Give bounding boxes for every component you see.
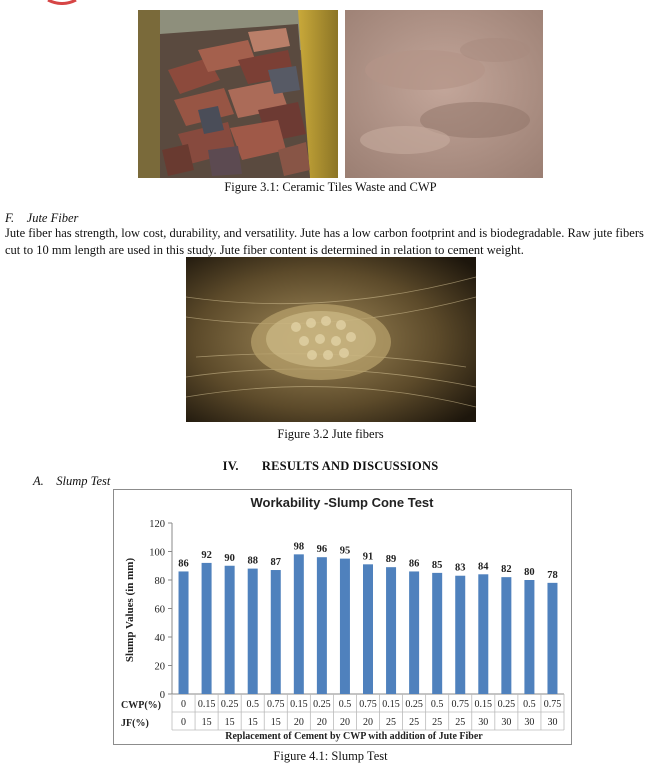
chart-bar [478,574,488,694]
chart-category-jf-label: 15 [201,717,212,728]
chart-category-jf-label: 30 [547,717,558,728]
chart-category-jf-label: 0 [181,717,187,728]
chart-data-label: 84 [478,561,489,573]
slump-test-chart [113,489,572,745]
section-a-heading: A. Slump Test [33,474,111,488]
chart-row-label-jf: JF(%) [121,718,149,729]
chart-data-label: 78 [547,569,558,581]
chart-category-cwp-label: 0.5 [338,699,352,710]
chart-data-label: 95 [339,545,351,557]
chart-category-jf-label: 20 [339,717,350,728]
chart-row-label-cwp: CWP(%) [121,700,161,711]
chart-category-jf-label: 25 [432,717,443,728]
chart-y-tick-label: 20 [154,661,165,673]
chart-bar [202,563,212,694]
chart-y-tick-label: 60 [154,604,165,616]
figure-3-1-caption: Figure 3.1: Ceramic Tiles Waste and CWP [224,180,437,194]
section-iv-heading: IV. RESULTS AND DISCUSSIONS [222,459,439,473]
chart-data-label: 80 [524,567,535,578]
chart-category-jf-label: 20 [293,717,304,728]
chart-category-jf-label: 15 [224,717,235,728]
chart-data-label: 92 [201,549,212,561]
chart-category-cwp-label: 0.5 [523,699,536,710]
chart-bar [225,566,235,694]
chart-bar [179,571,189,694]
chart-category-cwp-label: 0.75 [359,699,377,710]
chart-data-label: 98 [293,541,305,553]
chart-data-label: 91 [362,551,374,563]
chart-category-cwp-label: 0.75 [451,699,469,710]
chart-data-label: 86 [408,558,420,570]
chart-title: Workability -Slump Cone Test [250,495,434,510]
chart-y-tick-label: 100 [149,547,165,559]
chart-category-cwp-label: 0.5 [430,699,444,710]
chart-data-label: 88 [247,555,258,567]
chart-data-label: 96 [316,544,328,556]
chart-y-tick-label: 40 [154,633,165,644]
figure-4-1-caption: Figure 4.1: Slump Test [273,749,388,763]
chart-data-label: 87 [270,557,282,569]
chart-category-cwp-label: 0.75 [267,699,285,710]
chart-category-jf-label: 15 [270,717,281,728]
chart-bar [432,573,442,694]
chart-category-jf-label: 20 [316,717,327,728]
chart-category-cwp-label: 0.75 [543,699,562,710]
section-f-heading: F. Jute Fiber [5,211,79,225]
chart-category-cwp-label: 0.25 [497,699,516,710]
chart-bar [271,570,281,694]
slump-test-chart-svg [114,490,571,744]
ceramic-tiles-waste-photo [138,10,338,178]
chart-bar [409,571,419,694]
chart-category-cwp-label: 0.25 [313,699,331,710]
chart-category-cwp-label: 0.15 [197,699,216,710]
chart-category-cwp-label: 0.15 [474,699,493,710]
chart-category-jf-label: 30 [478,717,489,728]
jute-fibers-photo [186,257,476,422]
logo-fragment [18,0,100,5]
chart-bar [317,557,327,694]
chart-category-jf-label: 30 [501,717,512,728]
chart-bar [524,580,534,694]
chart-bar [340,559,350,694]
chart-data-label: 83 [454,562,466,574]
chart-data-label: 85 [431,559,443,571]
chart-category-cwp-label: 0.25 [405,699,423,710]
chart-category-cwp-label: 0.15 [290,699,308,710]
chart-category-jf-label: 25 [455,717,466,728]
chart-bar [501,577,511,694]
chart-category-jf-label: 25 [386,717,397,728]
chart-bar [363,564,373,694]
chart-category-cwp-label: 0.25 [220,699,239,710]
chart-data-label: 82 [501,564,512,576]
chart-bar [455,576,465,694]
chart-category-jf-label: 30 [524,717,535,728]
chart-category-jf-label: 25 [409,717,420,728]
chart-data-label: 90 [224,552,235,564]
chart-y-tick-label: 0 [159,690,165,701]
section-f-body: Jute fiber has strength, low cost, durability, and versatility. Jute has a low carbon footprint and is biodegradable. Raw jute fibers cut to 10 mm length are used in this study. Jute fiber content is determined in relation to cement weight. [5,226,644,257]
chart-category-jf-label: 20 [363,717,373,728]
chart-category-cwp-label: 0 [181,699,187,710]
chart-x-axis-label: Replacement of Cement by CWP with addition of Jute Fiber [225,731,483,742]
chart-y-axis-label: Slump Values (in mm) [124,557,136,663]
chart-data-label: 89 [385,554,397,566]
chart-category-cwp-label: 0.15 [382,699,400,710]
chart-y-tick-label: 120 [149,519,165,530]
chart-y-tick-label: 80 [154,576,165,587]
figure-3-2-caption: Figure 3.2 Jute fibers [277,427,384,441]
chart-bar [248,569,258,694]
chart-category-cwp-label: 0.5 [246,699,259,710]
chart-data-label: 86 [178,558,189,570]
chart-bar [547,583,557,694]
chart-bar [386,567,396,694]
ceramic-waste-powder-photo [345,10,543,178]
chart-category-jf-label: 15 [247,717,258,728]
chart-bar [294,554,304,694]
